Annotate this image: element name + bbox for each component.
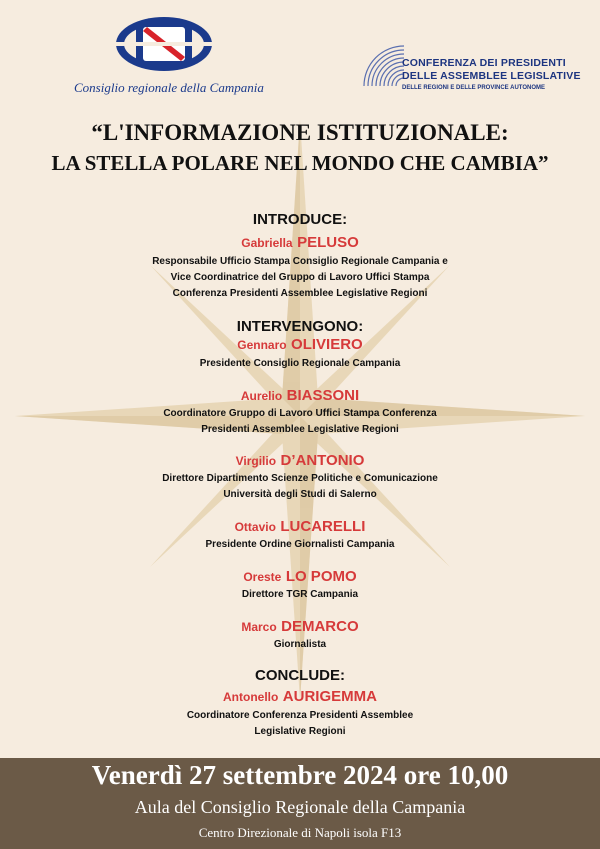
section-introduce: INTRODUCE: (252, 211, 348, 228)
consiglio-logo-caption: Consiglio regionale della Campania (74, 80, 264, 95)
speaker-last-name: PELUSO (297, 234, 359, 251)
speaker-last-name: AURIGEMMA (282, 688, 377, 705)
section-intervengono: INTERVENGONO: (236, 318, 364, 335)
speaker-last-name: BIASSONI (286, 387, 360, 404)
speaker-role (0, 356, 600, 372)
speaker-role (0, 471, 600, 503)
speaker-first-name: Ottavio (234, 520, 276, 534)
event-title-line2: LA STELLA POLARE NEL MONDO CHE CAMBIA” (51, 151, 549, 175)
speaker-role-line: Coordinatore Gruppo di Lavoro Uffici Stampa Conferenza (163, 408, 437, 419)
speaker-role-line: Legislative Regioni (254, 726, 346, 737)
speaker-role (0, 254, 600, 302)
event-venue: Aula del Consiglio Regionale della Campania (134, 797, 466, 817)
speaker-role-line: Presidente Ordine Giornalisti Campania (205, 539, 395, 550)
speaker-role (0, 708, 600, 740)
speaker-role-line: Coordinatore Conferenza Presidenti Assemblee (186, 710, 414, 721)
campania-emblem-icon (114, 14, 214, 78)
speaker-name (0, 688, 600, 706)
speaker-first-name: Gabriella (241, 236, 293, 250)
speaker-name (0, 618, 600, 636)
speaker-role-line: Presidenti Assemblee Legislative Regioni (201, 424, 399, 435)
consiglio-regionale-logo (74, 14, 264, 102)
speaker-name (0, 387, 600, 405)
speaker-role-line: Giornalista (273, 639, 327, 650)
conferenza-logo-line3: DELLE REGIONI E DELLE PROVINCE AUTONOME (402, 85, 546, 91)
speaker-first-name: Gennaro (237, 338, 287, 352)
speaker-first-name: Antonello (223, 690, 279, 704)
conferenza-logo-line1: CONFERENZA DEI PRESIDENTI (402, 57, 566, 69)
speaker-last-name: LO POMO (285, 568, 357, 585)
speaker-last-name: OLIVIERO (291, 336, 363, 353)
speaker-first-name: Aurelio (240, 389, 283, 403)
speaker-first-name: Marco (241, 620, 277, 634)
speaker-name (0, 452, 600, 470)
speaker-role (0, 406, 600, 438)
speaker-role-line: Responsabile Ufficio Stampa Consiglio Regionale Campania e (152, 256, 448, 267)
conferenza-logo-line2: DELLE ASSEMBLEE LEGISLATIVE (402, 70, 581, 82)
speaker-name (0, 336, 600, 354)
speaker-role-line: Direttore TGR Campania (241, 589, 359, 600)
speaker-role-line: Università degli Studi di Salerno (223, 489, 377, 500)
event-date: Venerdì 27 settembre 2024 ore 10,00 (91, 760, 509, 790)
event-address: Centro Direzionale di Napoli isola F13 (198, 825, 402, 840)
speaker-role (0, 637, 600, 653)
speaker-role-line: Direttore Dipartimento Scienze Politiche e Comunicazione (162, 473, 438, 484)
speaker-role-line: Conferenza Presidenti Assemblee Legislative Regioni (172, 288, 428, 299)
speaker-last-name: DEMARCO (281, 618, 359, 635)
speaker-name (0, 518, 600, 536)
conferenza-presidenti-logo (362, 26, 587, 98)
speaker-role (0, 587, 600, 603)
speaker-last-name: LUCARELLI (280, 518, 366, 535)
speaker-first-name: Oreste (243, 570, 282, 584)
speaker-first-name: Virgilio (235, 454, 277, 468)
speaker-last-name: D’ANTONIO (280, 452, 365, 469)
speaker-role-line: Vice Coordinatrice del Gruppo di Lavoro Uffici Stampa (170, 272, 430, 283)
speaker-role-line: Presidente Consiglio Regionale Campania (199, 358, 401, 369)
speaker-name (0, 568, 600, 586)
speaker-role (0, 537, 600, 553)
speaker-name (0, 234, 600, 252)
event-title-line1: “L'INFORMAZIONE ISTITUZIONALE: (91, 120, 509, 145)
section-conclude: CONCLUDE: (255, 667, 345, 684)
